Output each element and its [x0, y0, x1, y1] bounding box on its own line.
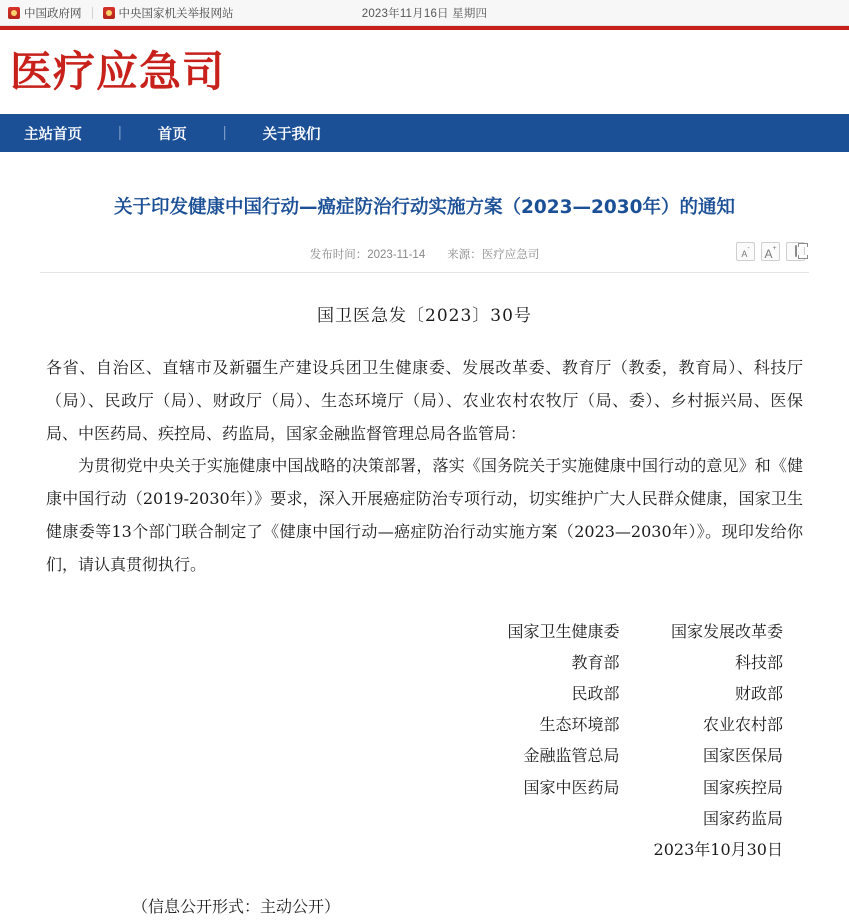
top-bar-links — [0, 5, 234, 21]
article-source-label: 来源： — [447, 249, 482, 262]
signatory: 教育部 — [571, 652, 620, 672]
signatory: 生态环境部 — [539, 715, 620, 735]
article-tools — [736, 242, 805, 261]
increase-font-letter: A — [764, 247, 773, 262]
publish-time — [310, 246, 425, 262]
top-bar-date: 2023年11月16日 星期四 — [361, 7, 488, 20]
top-bar-link-report-label: 中央国家机关举报网站 — [118, 7, 234, 20]
gov-badge-icon — [103, 7, 115, 19]
page-title: 关于印发健康中国行动—癌症防治行动实施方案（2023—2030年）的通知 — [114, 197, 735, 219]
top-bar-separator — [92, 7, 93, 19]
signature-column-right — [654, 616, 783, 866]
signatory: 国家发展改革委 — [670, 621, 783, 641]
decrease-font-button[interactable] — [736, 242, 755, 261]
signatory: 科技部 — [734, 652, 783, 672]
signatory: 国家医保局 — [702, 746, 783, 766]
site-logo-text: 医疗应急司 — [10, 47, 226, 96]
gov-badge-icon — [8, 7, 20, 19]
signatory: 国家卫生健康委 — [507, 621, 620, 641]
signature-column-left — [508, 616, 620, 866]
signatory: 国家中医药局 — [523, 777, 620, 797]
signature-block — [46, 616, 803, 866]
signatory: 财政部 — [734, 683, 783, 703]
document-number: 国卫医急发〔2023〕30号 — [317, 306, 532, 327]
signatory: 民政部 — [571, 683, 620, 703]
signatory: 国家疾控局 — [702, 777, 783, 797]
decrease-font-letter: A — [741, 249, 748, 260]
body-paragraph-main: 为贯彻党中央关于实施健康中国战略的决策部署，落实《国务院关于实施健康中国行动的意见》和《健康中国行动（2019-2030年）》要求，深入开展癌症防治专项行动，切实维护广大人民群众健康，国家卫生健康委等13个部门联合制定了《健康中国行动—癌症防治行动实施方案（2023—2030年）》。现印发给你们，请认真贯彻执行。 — [46, 456, 803, 574]
top-bar — [0, 0, 849, 26]
decrease-font-sign: - — [747, 245, 750, 253]
information-disclosure-note: （信息公开形式：主动公开） — [132, 897, 341, 917]
top-bar-link-gov[interactable] — [8, 5, 82, 21]
signatory: 农业农村部 — [702, 715, 783, 735]
nav-divider: | — [222, 125, 227, 141]
nav-item-about-us[interactable]: 关于我们 — [262, 126, 321, 143]
top-bar-link-gov-label: 中国政府网 — [24, 7, 82, 20]
meta-divider — [40, 272, 809, 273]
increase-font-button[interactable] — [761, 242, 780, 261]
signatory: 金融监管总局 — [523, 746, 620, 766]
article-source-value: 医疗应急司 — [481, 249, 540, 262]
increase-font-sign: + — [772, 245, 777, 253]
article-container — [26, 164, 823, 923]
top-bar-link-report[interactable] — [103, 5, 234, 21]
nav-item-main-home[interactable]: 主站首页 — [24, 126, 82, 143]
print-button[interactable] — [786, 242, 805, 261]
site-logo[interactable] — [0, 30, 849, 114]
nav-divider: | — [118, 125, 122, 141]
signature-date: 2023年10月30日 — [653, 839, 783, 859]
publish-time-value: 2023-11-14 — [367, 249, 426, 262]
main-nav — [0, 114, 849, 152]
print-icon — [795, 245, 797, 257]
article-page — [0, 164, 849, 923]
article-meta — [40, 242, 809, 266]
signatory: 国家药监局 — [702, 808, 783, 828]
publish-time-label: 发布时间： — [309, 249, 368, 262]
body-paragraph-addressees: 各省、自治区、直辖市及新疆生产建设兵团卫生健康委、发展改革委、教育厅（教委，教育局）、科技厅（局）、民政厅（局）、财政厅（局）、生态环境厅（局）、农业农村农牧厅（局、委）、乡村振兴局、医保局、中医药局、疾控局、药监局，国家金融监督管理总局各监管局： — [46, 357, 803, 443]
article-body — [40, 299, 809, 924]
nav-item-home[interactable]: 首页 — [157, 126, 187, 143]
article-source — [447, 246, 539, 262]
